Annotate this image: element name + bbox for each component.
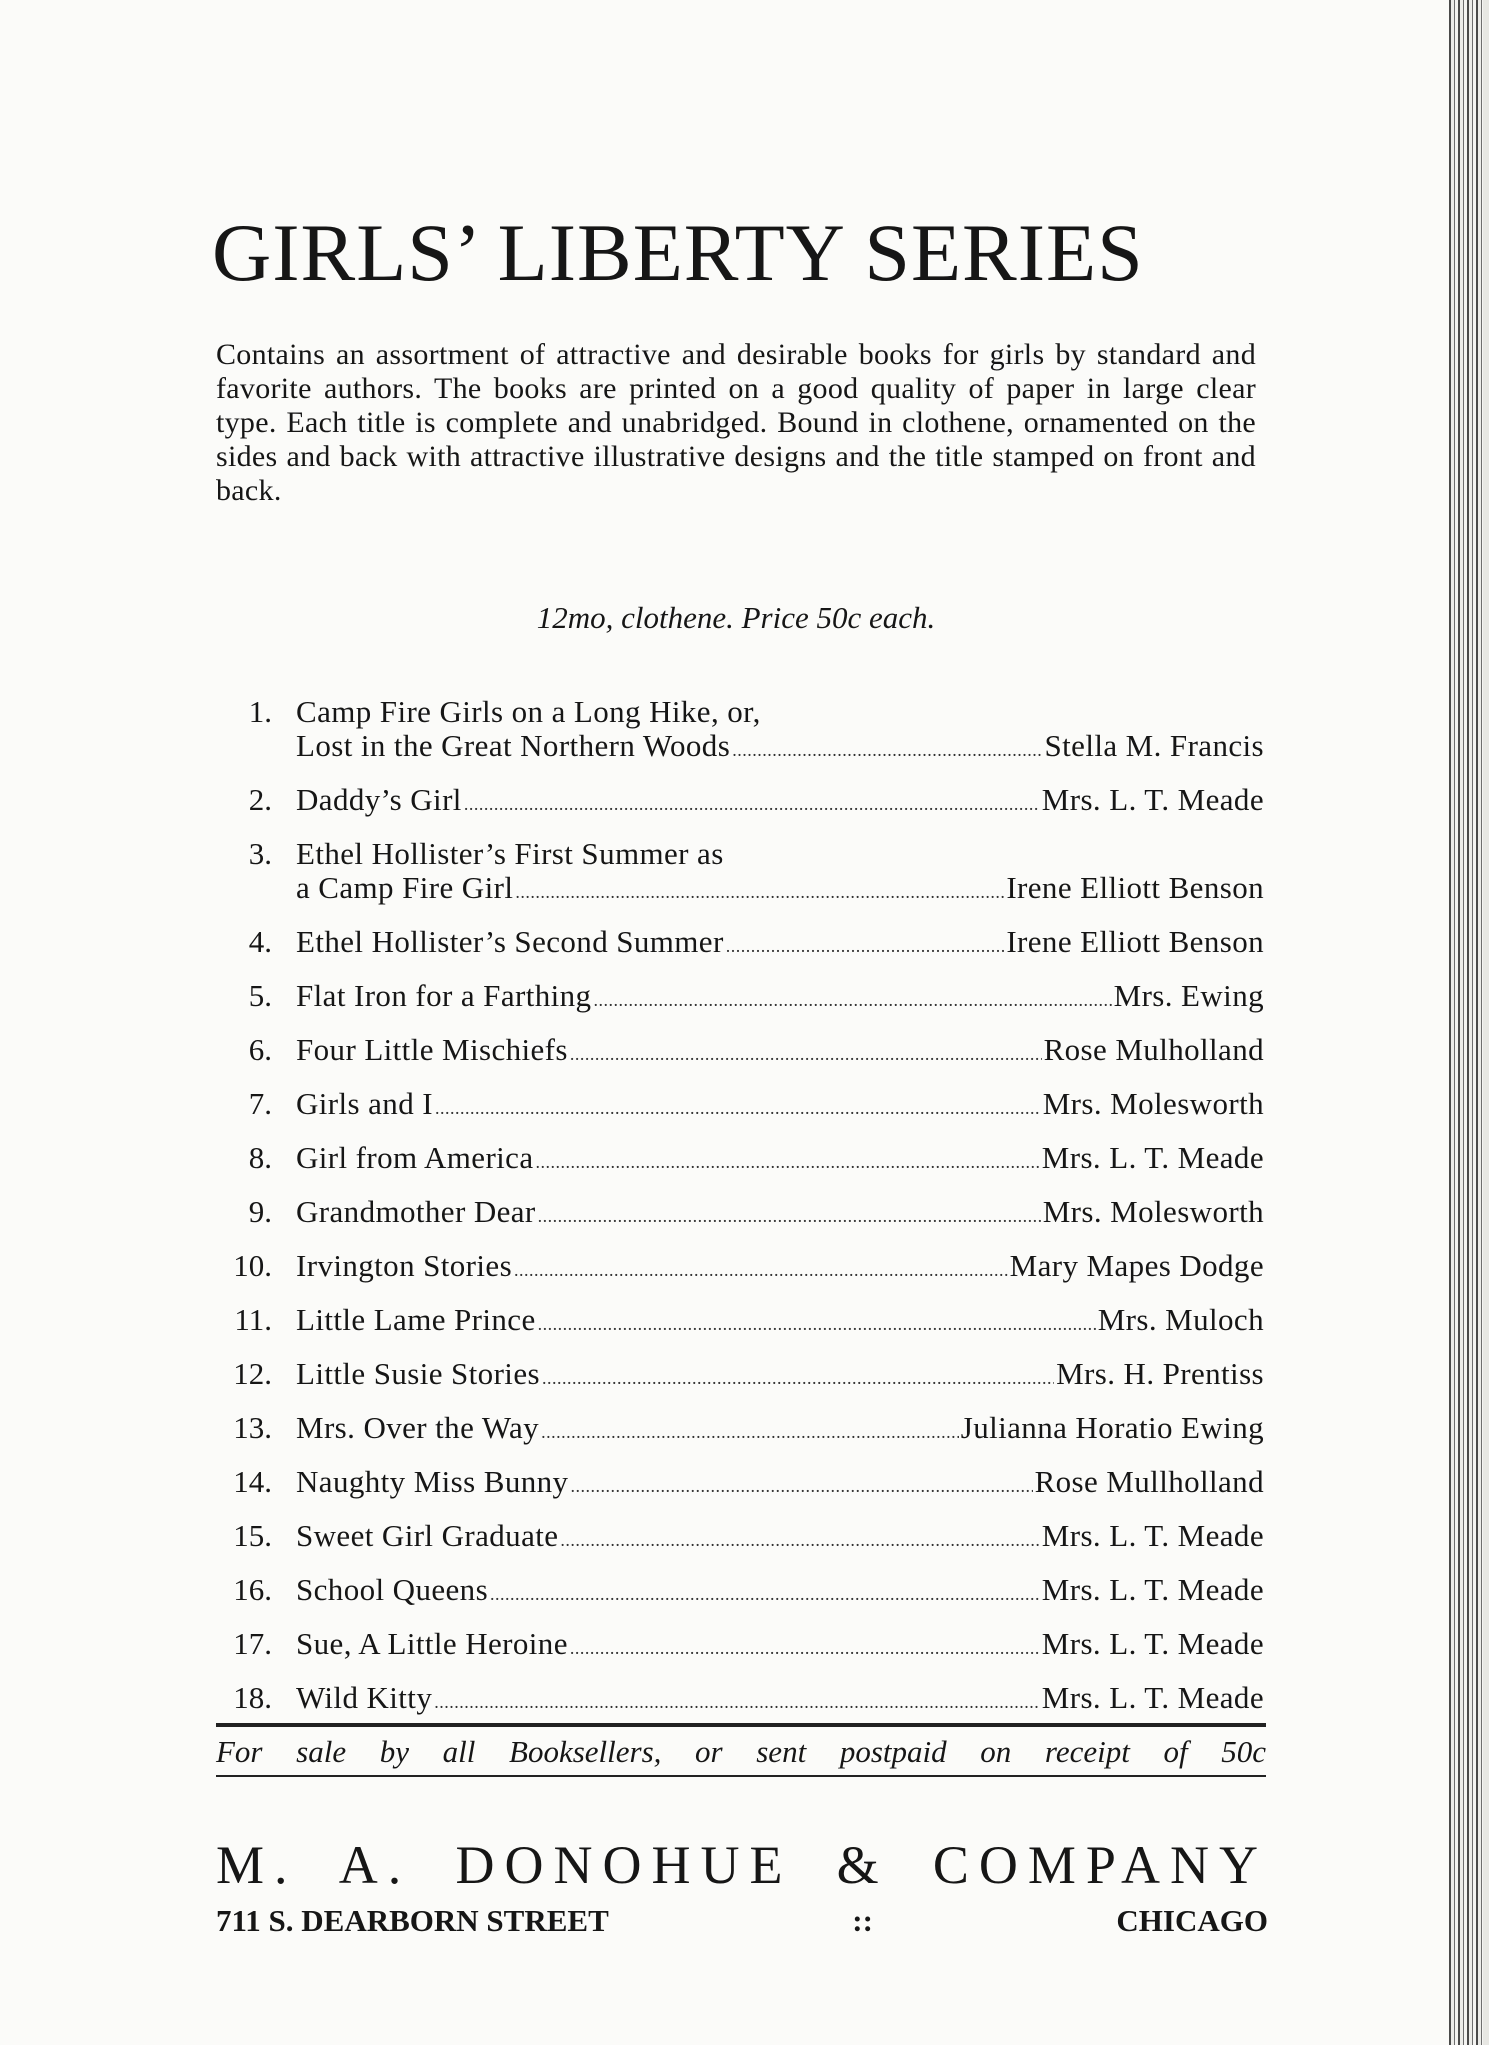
book-line [296,1141,1264,1179]
book-entry [216,1033,1264,1071]
book-number: 7. [248,1086,272,1121]
book-entry [216,783,1264,821]
dot-leader [538,1307,1096,1341]
book-entry-body [296,1573,1264,1611]
book-author: Mrs. Ewing [1113,978,1264,1013]
book-entry-body [296,1627,1264,1665]
book-entry [216,1249,1264,1287]
book-number: 4. [248,924,272,959]
book-line [296,1681,1264,1719]
dot-leader [490,1577,1040,1611]
book-entry [216,1195,1264,1233]
book-entry-body [296,1087,1264,1125]
sale-rule-top [216,1723,1266,1727]
book-entry [216,1087,1264,1125]
book-number: 15. [233,1518,272,1553]
series-description: Contains an assortment of attractive and desirable books for girls by standard and favorite authors. The books are printed on a good quality of paper in large clear type. Each title is complete and unabridged. Bound in clothene, ornamented on the sides and back with attractive illustrative designs and the title stamped on front and back. [216,338,1256,507]
price-line: 12mo, clothene. Price 50c each. [536,600,936,635]
book-entry-body [296,1465,1264,1503]
book-entry [216,979,1264,1017]
dot-leader [593,983,1111,1017]
book-line [296,1627,1264,1665]
book-author: Mrs. Molesworth [1042,1194,1264,1229]
dot-leader [732,733,1042,767]
book-entry [216,1627,1264,1665]
book-entry [216,1681,1264,1719]
book-title: Mrs. Over the Way [296,1410,540,1445]
book-number: 3. [248,836,272,871]
book-line [296,1411,1264,1449]
book-line [296,1033,1264,1071]
book-entry [216,1141,1264,1179]
dot-leader [560,1523,1039,1557]
book-number: 6. [248,1032,272,1067]
book-number: 13. [233,1410,272,1445]
sale-notice: For sale by all Booksellers, or sent postpaid on receipt of 50c [216,1734,1266,1769]
book-title: Little Lame Prince [296,1302,536,1337]
dot-leader [435,1091,1041,1125]
book-title: Girl from America [296,1140,534,1175]
book-list [216,695,1264,1735]
sale-rule-bottom [216,1775,1266,1777]
book-entry [216,1465,1264,1503]
book-entry-body [296,925,1264,963]
book-author: Stella M. Francis [1044,728,1264,763]
book-line [296,1087,1264,1125]
book-number: 16. [233,1572,272,1607]
dot-leader [515,875,1004,909]
book-entry-body [296,979,1264,1017]
book-line [296,925,1264,963]
book-author: Mrs. L. T. Meade [1041,1140,1264,1175]
book-line [296,1465,1264,1503]
book-number: 2. [248,782,272,817]
publisher-address [216,1905,1268,1936]
book-author: Mrs. L. T. Meade [1041,1680,1264,1715]
book-title: a Camp Fire Girl [296,870,514,905]
book-title: Sue, A Little Heroine [296,1626,568,1661]
book-title: Daddy’s Girl [296,782,462,817]
dot-leader [541,1415,959,1449]
book-author: Mrs. L. T. Meade [1041,1518,1264,1553]
book-author: Mrs. Molesworth [1042,1086,1264,1121]
book-title: Sweet Girl Graduate [296,1518,559,1553]
book-line [296,1249,1264,1287]
book-author: Irene Elliott Benson [1006,924,1264,959]
book-number: 11. [234,1302,272,1337]
book-entry [216,837,1264,909]
book-line [296,1195,1264,1233]
book-entry-body [296,695,1264,767]
book-entry-body [296,1411,1264,1449]
book-entry-body [296,1249,1264,1287]
book-author: Irene Elliott Benson [1006,870,1264,905]
book-author: Rose Mulholland [1043,1032,1264,1067]
dot-leader [570,1631,1040,1665]
book-entry [216,1519,1264,1557]
book-title: School Queens [296,1572,489,1607]
book-line [296,1357,1264,1395]
book-title: Naughty Miss Bunny [296,1464,569,1499]
dot-leader [542,1361,1054,1395]
book-author: Mary Mapes Dodge [1009,1248,1264,1283]
book-entry-body [296,1033,1264,1071]
book-entry-body [296,837,1264,909]
book-author: Mrs. L. T. Meade [1041,782,1264,817]
book-title: Grandmother Dear [296,1194,536,1229]
book-entry [216,1573,1264,1611]
book-entry-body [296,1519,1264,1557]
book-entry [216,925,1264,963]
book-binding-edge [1449,0,1483,2045]
book-title: Wild Kitty [296,1680,433,1715]
book-line [296,1573,1264,1611]
dot-leader [726,929,1005,963]
book-entry-body [296,1303,1264,1341]
book-entry-body [296,1141,1264,1179]
book-author: Mrs. H. Prentiss [1056,1356,1264,1391]
book-entry [216,1357,1264,1395]
book-number: 18. [233,1680,272,1715]
page-margin-strip [1483,0,1489,2045]
book-line [296,979,1264,1017]
publisher-street: 711 S. DEARBORN STREET [216,1903,609,1938]
book-author: Julianna Horatio Ewing [960,1410,1264,1445]
dot-leader [538,1199,1041,1233]
book-author: Mrs. Muloch [1097,1302,1264,1337]
book-line [296,729,1264,767]
dot-leader [464,787,1040,821]
book-number: 9. [248,1194,272,1229]
book-title: Little Susie Stories [296,1356,540,1391]
dot-leader [434,1685,1040,1719]
book-number: 10. [233,1248,272,1283]
book-title: Irvington Stories [296,1248,513,1283]
dot-leader [570,1469,1032,1503]
book-entry [216,1411,1264,1449]
book-number: 5. [248,978,272,1013]
book-author: Mrs. L. T. Meade [1041,1572,1264,1607]
dot-leader [536,1145,1040,1179]
book-title: Ethel Hollister’s Second Summer [296,924,724,959]
book-title: Girls and I [296,1086,433,1121]
dot-leader [570,1037,1042,1071]
book-title-first-line: Camp Fire Girls on a Long Hike, or, [296,694,761,729]
book-number: 12. [233,1356,272,1391]
book-author: Rose Mullholland [1034,1464,1264,1499]
book-entry [216,1303,1264,1341]
publisher-name: M. A. DONOHUE & COMPANY [216,1835,1268,1895]
book-number: 1. [248,694,272,729]
publisher-city: CHICAGO [1116,1903,1268,1938]
book-entry-body [296,1681,1264,1719]
series-title: GIRLS’ LIBERTY SERIES [212,207,1144,298]
book-line [296,783,1264,821]
book-title: Flat Iron for a Farthing [296,978,592,1013]
book-entry-body [296,1357,1264,1395]
book-number: 8. [248,1140,272,1175]
book-entry-body [296,1195,1264,1233]
book-entry [216,695,1264,767]
book-title: Four Little Mischiefs [296,1032,568,1067]
dot-leader [514,1253,1008,1287]
book-number: 14. [233,1464,272,1499]
book-line [296,1519,1264,1557]
book-title: Lost in the Great Northern Woods [296,728,731,763]
book-line [296,1303,1264,1341]
book-line [296,871,1264,909]
book-title-first-line: Ethel Hollister’s First Summer as [296,836,724,871]
book-author: Mrs. L. T. Meade [1041,1626,1264,1661]
book-entry-body [296,783,1264,821]
address-separator: :: [852,1903,873,1938]
book-number: 17. [233,1626,272,1661]
